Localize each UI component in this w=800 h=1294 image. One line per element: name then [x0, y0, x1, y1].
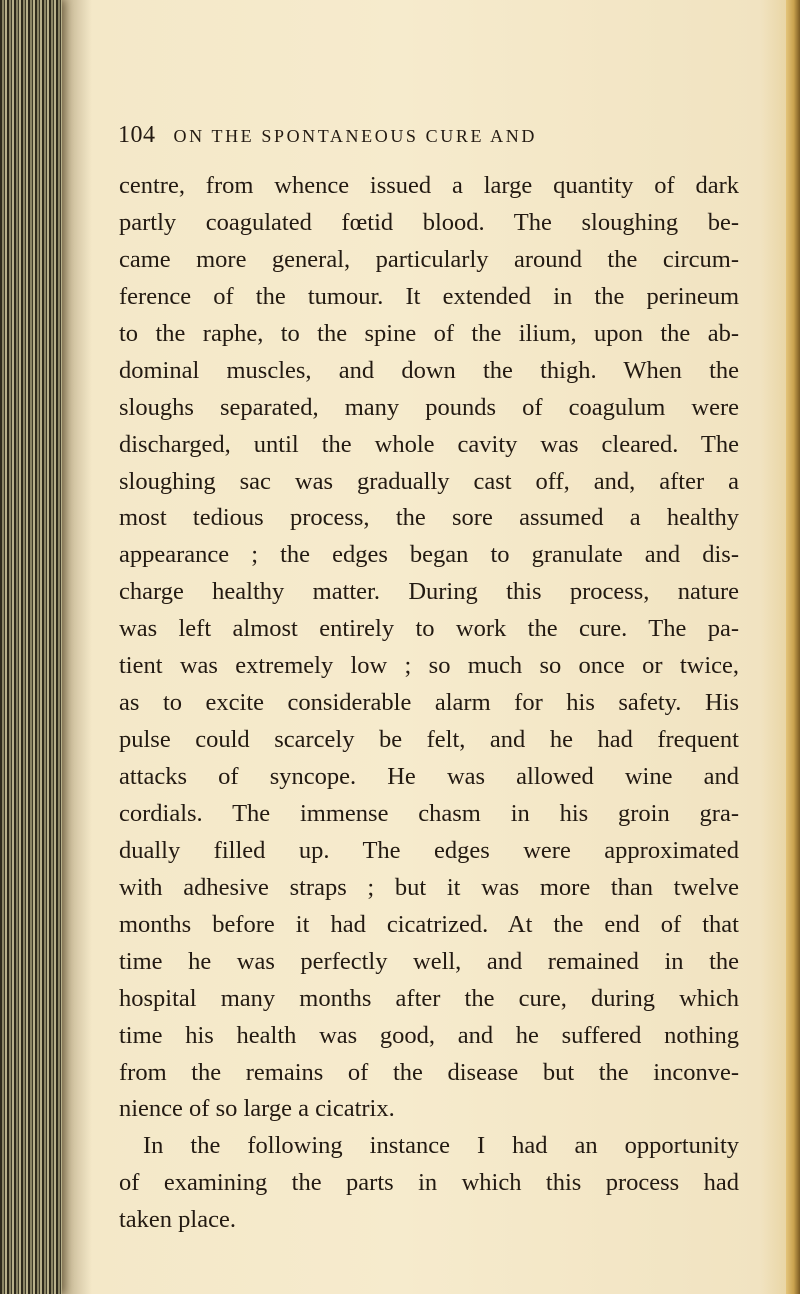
- text-line: dominal muscles, and down the thigh. When the: [119, 356, 739, 384]
- book-spine: [0, 0, 62, 1294]
- text-line: sloughing sac was gradually cast off, and, after a: [119, 467, 739, 495]
- page-number: 104: [118, 122, 156, 148]
- running-head-title: ON THE SPONTANEOUS CURE AND: [173, 126, 537, 146]
- text-line: attacks of syncope. He was allowed wine and: [119, 763, 739, 790]
- text-line: centre, from whence issued a large quantity of dark: [119, 172, 739, 199]
- text-line: sloughs separated, many pounds of coagulum were: [119, 393, 739, 421]
- text-line: pulse could scarcely be felt, and he had frequent: [119, 726, 739, 754]
- text-line: time he was perfectly well, and remained in the: [119, 947, 739, 975]
- gutter-shadow: [62, 0, 92, 1294]
- text-line: of examining the parts in which this process had: [119, 1169, 739, 1197]
- text-line: ference of the tumour. It extended in the perineum: [119, 282, 739, 310]
- running-head: [118, 122, 758, 158]
- text-line: tient was extremely low ; so much so once or twice,: [119, 652, 739, 680]
- text-line: to the raphe, to the spine of the ilium, upon the ab-: [119, 319, 739, 347]
- text-line: came more general, particularly around the circum-: [119, 245, 739, 273]
- text-line: from the remains of the disease but the inconve-: [119, 1058, 739, 1086]
- body-text: [119, 168, 739, 1239]
- text-line: cordials. The immense chasm in his groin gra-: [119, 799, 739, 827]
- text-line: hospital many months after the cure, during which: [119, 984, 739, 1012]
- text-line: partly coagulated fœtid blood. The sloughing be-: [119, 208, 739, 236]
- text-line: most tedious process, the sore assumed a healthy: [119, 504, 739, 532]
- text-line: was left almost entirely to work the cure. The pa-: [119, 615, 739, 643]
- text-line: discharged, until the whole cavity was cleared. The: [119, 430, 739, 458]
- text-line: charge healthy matter. During this process, nature: [119, 578, 739, 606]
- paragraph-start-line: In the following instance I had an opportunity: [143, 1132, 739, 1160]
- paragraph-end-line: taken place.: [119, 1206, 236, 1234]
- text-line: with adhesive straps ; but it was more than twelve: [119, 873, 739, 901]
- text-line: months before it had cicatrized. At the end of that: [119, 910, 739, 938]
- text-line: dually filled up. The edges were approximated: [119, 836, 739, 864]
- text-line: time his health was good, and he suffered nothing: [119, 1021, 739, 1049]
- text-line: appearance ; the edges began to granulate and dis-: [119, 541, 739, 569]
- page-edge: [786, 0, 800, 1294]
- text-line: as to excite considerable alarm for his safety. His: [119, 689, 739, 717]
- paragraph-end-line: nience of so large a cicatrix.: [119, 1095, 395, 1123]
